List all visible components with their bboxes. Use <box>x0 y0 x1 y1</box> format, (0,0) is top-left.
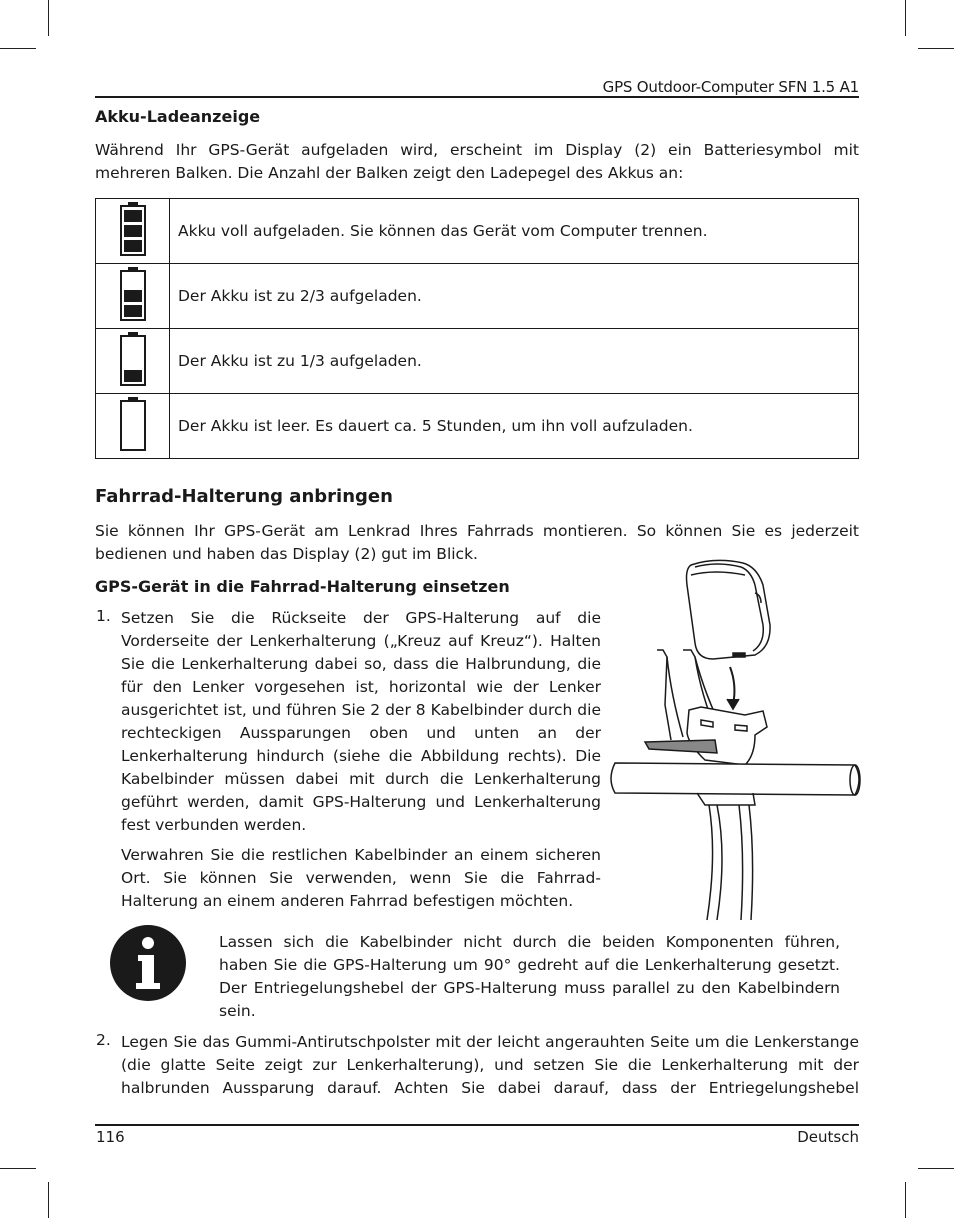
battery-one-third-icon <box>119 331 147 387</box>
info-text: Lassen sich die Kabelbinder nicht durch die beiden Komponenten führen, haben Sie die GPS-Halterung um 90° gedreht auf die Lenkerhalterung gesetzt. Der Entriegelungshebel der GPS-Halterung muss parallel zu den Kabelbindern sein. <box>219 933 840 1020</box>
table-row <box>96 394 859 459</box>
mount-intro: Sie können Ihr GPS-Gerät am Lenkrad Ihres Fahrrads montieren. So können Sie es jederzeit bedienen und haben das Display (2) gut im Blick. <box>95 522 859 563</box>
mount-heading: Fahrrad-Halterung anbringen <box>95 486 393 507</box>
akku-heading: Akku-Ladeanzeige <box>95 107 261 126</box>
step2-text: Legen Sie das Gummi-Antirutschpolster mit der leicht angerauhten Seite um die Lenkerstange (die glatte Seite zeigt zur Lenkerhalterung), und setzen Sie die Lenkerhalterung mit der halbrunden Aussparung darauf. Achten Sie dabei darauf, dass der Entriegelungshebel <box>121 1033 859 1097</box>
footer-language: Deutsch <box>797 1128 859 1146</box>
akku-intro: Während Ihr GPS-Gerät aufgeladen wird, erscheint im Display (2) ein Batteriesymbol mit mehreren Balken. Die Anzahl der Balken zeigt den Ladepegel des Akkus an: <box>95 141 859 182</box>
page-number: 116 <box>96 1128 125 1146</box>
crop-mark <box>905 0 906 36</box>
battery-description: Der Akku ist zu 1/3 aufgeladen. <box>170 329 859 394</box>
battery-icon-cell <box>96 264 170 329</box>
table-row <box>96 329 859 394</box>
battery-description: Akku voll aufgeladen. Sie können das Gerät vom Computer trennen. <box>170 199 859 264</box>
crop-mark <box>918 1168 954 1169</box>
footer-rule <box>95 1124 859 1126</box>
header-title: GPS Outdoor-Computer SFN 1.5 A1 <box>602 78 859 96</box>
info-icon <box>110 925 186 1001</box>
page-header <box>95 78 859 96</box>
battery-icon-cell <box>96 329 170 394</box>
battery-level-table <box>95 198 859 459</box>
step1-number: 1. <box>96 607 111 625</box>
step1-text: Setzen Sie die Rückseite der GPS-Halterung auf die Vorderseite der Lenkerhalterung („Kreuz auf Kreuz“). Halten Sie die Lenkerhalterung dabei so, dass die Halbrundung, die für den Lenker vorgesehen ist, horizontal wie der Lenker ausgerichtet ist, und führen Sie 2 der 8 Kabelbinder durch die rechteckigen Aussparungen oben und unten an der Lenkerhalterung hindurch (siehe die Abbildung rechts). Die Kabelbinder müssen dabei mit durch die Lenkerhalterung geführt werden, damit GPS-Halterung und Lenkerhalterung fest verbunden werden. <box>121 609 601 834</box>
battery-description: Der Akku ist leer. Es dauert ca. 5 Stunden, um ihn voll aufzuladen. <box>170 394 859 459</box>
battery-full-icon <box>119 201 147 257</box>
battery-icon-cell <box>96 394 170 459</box>
crop-mark <box>48 1182 49 1218</box>
battery-description: Der Akku ist zu 2/3 aufgeladen. <box>170 264 859 329</box>
battery-empty-icon <box>119 396 147 452</box>
table-row <box>96 199 859 264</box>
crop-mark <box>48 0 49 36</box>
crop-mark <box>918 48 954 49</box>
bike-mount-illustration <box>605 555 865 925</box>
header-rule <box>95 96 859 98</box>
battery-two-thirds-icon <box>119 266 147 322</box>
mount-subheading: GPS-Gerät in die Fahrrad-Halterung einsetzen <box>95 577 510 596</box>
crop-mark <box>0 48 36 49</box>
step2-number: 2. <box>96 1031 111 1049</box>
battery-icon-cell <box>96 199 170 264</box>
crop-mark <box>0 1168 36 1169</box>
crop-mark <box>905 1182 906 1218</box>
table-row <box>96 264 859 329</box>
step1-note: Verwahren Sie die restlichen Kabelbinder an einem sicheren Ort. Sie können Sie verwenden, wenn Sie die Fahrrad-Halterung an einem anderen Fahrrad befestigen möchten. <box>121 846 601 910</box>
